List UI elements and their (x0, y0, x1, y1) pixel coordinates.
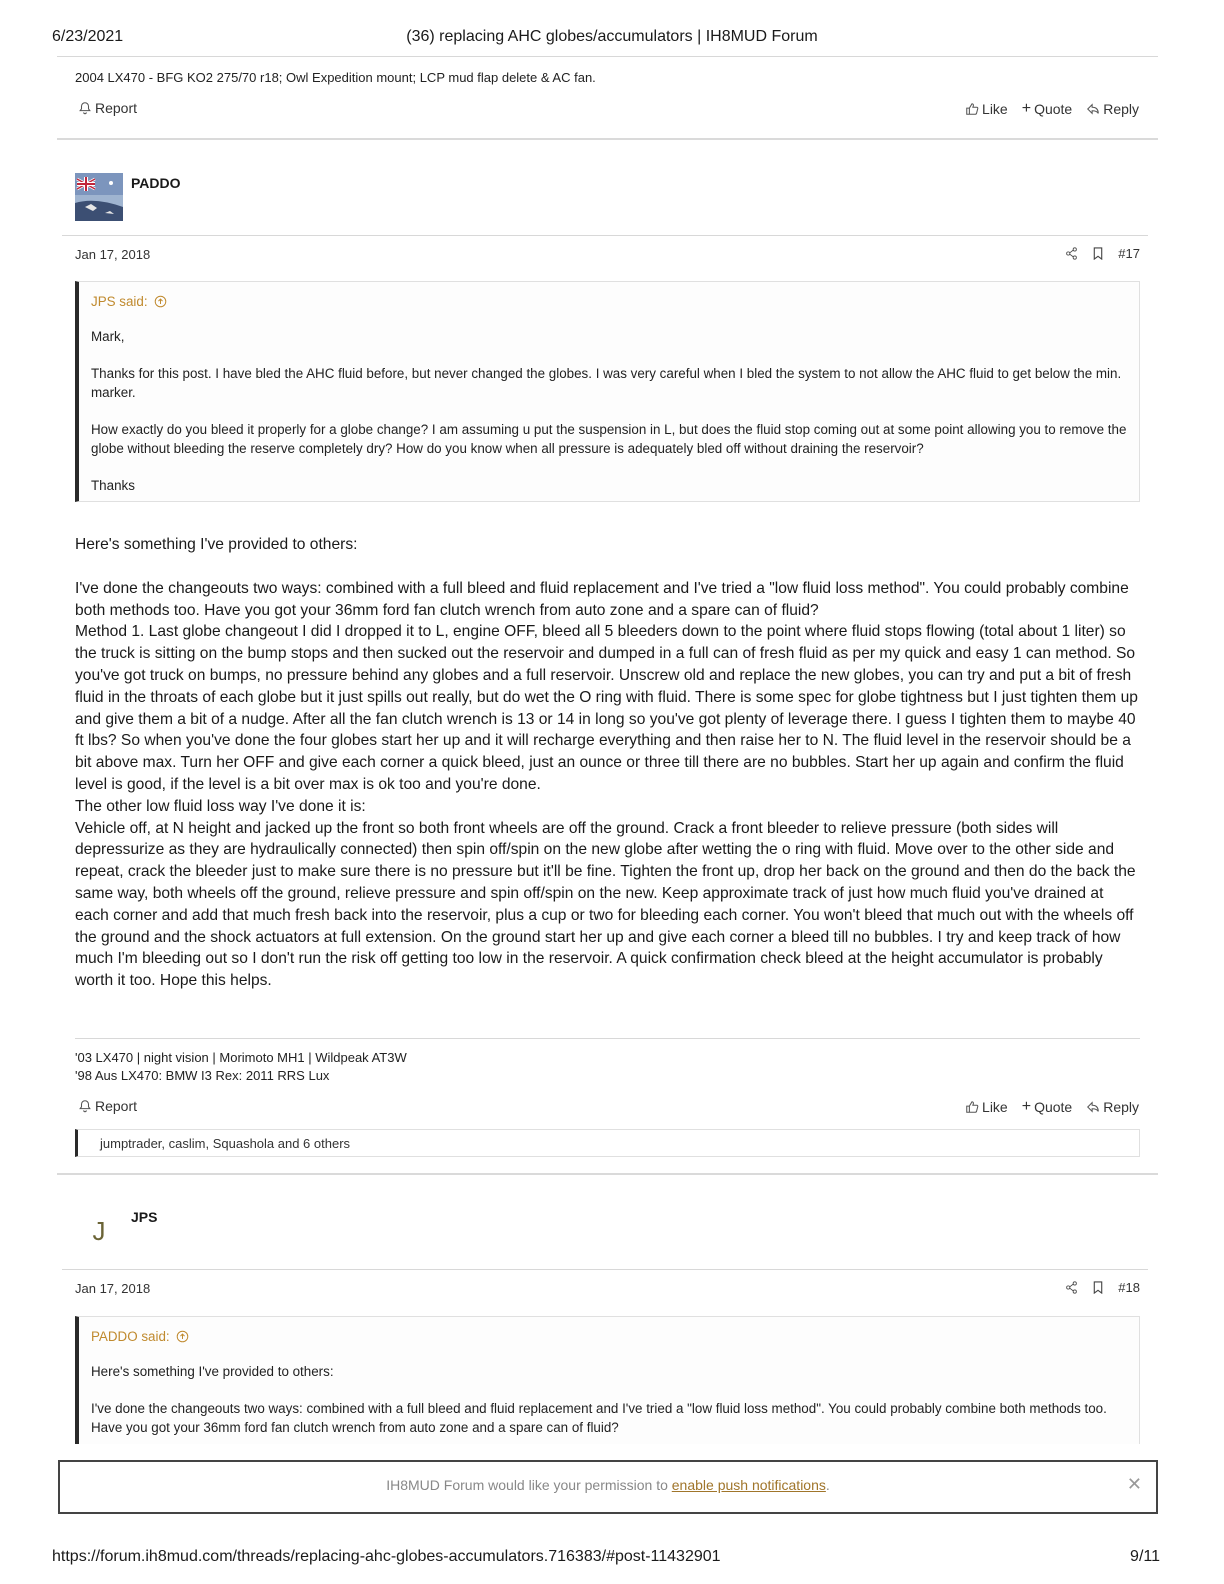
reply-button[interactable] (1086, 100, 1139, 118)
bookmark-icon[interactable] (1092, 1281, 1104, 1294)
report-label: Report (95, 1098, 138, 1114)
quote-button[interactable] (1022, 100, 1072, 118)
post-author[interactable]: JPS (131, 1209, 158, 1225)
print-date: 6/23/2021 (52, 28, 124, 45)
like-button[interactable] (965, 100, 1008, 118)
post-date[interactable]: Jan 17, 2018 (75, 1281, 151, 1296)
avatar[interactable] (75, 1207, 123, 1255)
avatar[interactable] (75, 173, 123, 221)
post-divider (57, 1173, 1158, 1175)
post-body (75, 534, 1140, 992)
quote-paragraph: Thanks (91, 478, 135, 493)
quote-block (75, 1316, 1140, 1444)
quote-paragraph: Mark, (91, 329, 125, 344)
quote-paragraph: Thanks for this post. I have bled the AHC fluid before, but never changed the globes. I was very careful when I bled the system to not allow the AHC fluid to get below the min. marker. (91, 366, 1122, 400)
signature-line: '98 Aus LX470: BMW I3 Rex: 2011 RRS Lux (75, 1068, 330, 1083)
body-paragraph: Here's something I've provided to others: (75, 536, 358, 553)
bell-icon (78, 1099, 92, 1113)
divider (57, 56, 1158, 57)
post-number[interactable]: #18 (1118, 1280, 1140, 1295)
body-paragraph: The other low fluid loss way I've done it is: (75, 797, 366, 815)
post-number[interactable]: #17 (1118, 246, 1140, 261)
plus-icon: + (1021, 100, 1032, 117)
likes-names: jumptrader, caslim, Squashola and 6 others (100, 1136, 351, 1151)
report-label: Report (95, 100, 138, 116)
bookmark-icon[interactable] (1092, 247, 1104, 260)
post-author[interactable]: PADDO (131, 175, 181, 191)
print-page-number: 9/11 (1130, 1548, 1160, 1565)
likes-list[interactable] (75, 1129, 1140, 1157)
reply-label: Reply (1103, 101, 1139, 117)
arrow-up-circle-icon (154, 295, 167, 308)
thumbs-up-icon (965, 1100, 979, 1114)
bell-icon (78, 101, 92, 115)
reply-icon (1086, 1100, 1100, 1114)
signature-line: '03 LX470 | night vision | Morimoto MH1 | Wildpeak AT3W (75, 1050, 407, 1065)
reply-icon (1086, 102, 1100, 116)
notification-suffix: . (825, 1477, 830, 1493)
signature: 2004 LX470 - BFG KO2 275/70 r18; Owl Expedition mount; LCP mud flap delete & AC fan. (75, 70, 596, 85)
quote-header[interactable] (91, 292, 1139, 311)
quote-block (75, 281, 1140, 502)
quote-author: JPS said: (91, 294, 148, 309)
post-meta (1065, 1280, 1140, 1295)
avatar-image (75, 173, 123, 221)
post-date[interactable]: Jan 17, 2018 (75, 247, 151, 262)
push-notification-banner (58, 1460, 1158, 1514)
quote-label: Quote (1034, 1099, 1073, 1115)
plus-icon: + (1021, 1098, 1032, 1115)
post-meta (1065, 246, 1140, 261)
share-icon[interactable] (1065, 1281, 1078, 1294)
quote-label: Quote (1034, 101, 1073, 117)
thumbs-up-icon (965, 102, 979, 116)
avatar-letter: J (92, 1215, 106, 1246)
body-paragraph: I've done the changeouts two ways: combined with a full bleed and fluid replacement and I've tried a "low fluid loss method". You could probably combine both methods too. Have you got your 36mm ford fan clutch wrench from auto zone and a spare can of fluid? (75, 579, 1129, 619)
print-title: (36) replacing AHC globes/accumulators | IH8MUD Forum (406, 28, 818, 45)
quote-author: PADDO said: (91, 1329, 170, 1344)
print-url: https://forum.ih8mud.com/threads/replacing-ahc-globes-accumulators.716383/#post-11432901 (52, 1548, 721, 1565)
post-header-divider (62, 235, 1148, 236)
report-button[interactable] (78, 100, 137, 118)
body-paragraph: Vehicle off, at N height and jacked up the front so both front wheels are off the ground. Crack a front bleeder to relieve pressure (both sides will depressurize as they are hydraulically connected) then spin off/spin on the new globe after wetting the o ring with fluid. Move over to the other side and repeat, crack the bleeder just to make sure there is no pressure but it'll be fine. Tighten the front up, drop her back on the ground and then do the back the same way, both wheels off the ground, relieve pressure and spin off/spin on the new. Keep approximate track of just how much fluid you've drained at each corner and add that much fresh back into the reservoir, plus a cup or two for bleeding each corner. You won't bleed that much out with the wheels off the ground and the shock actuators at full extension. On the ground start her up and give each corner a bleed till no bubbles. I try and keep track of how much I'm bleeding out so I don't run the risk off getting too low in the reservoir. A quick confirmation check bleed at the height accumulator is probably worth it too. Hope this helps. (75, 819, 1136, 990)
body-paragraph: Method 1. Last globe changeout I did I dropped it to L, engine OFF, bleed all 5 bleeders down to the point where fluid stops flowing (total about 1 liter) so the truck is sitting on the bump stops and then sucked out the reservoir and dumped in a full can of fresh fluid as per my quick and easy 1 can method. So you've got truck on bumps, no pressure behind any globes and a full reservoir. Unscrew old and replace the new globes, you can try and put a bit of fresh fluid in the throats of each globe but it just spills out really, but do wet the O ring with fluid. There is some spec for globe tightness but I just tighten them up and give them a bit of a nudge. After all the fan clutch wrench is 13 or 14 in long so you've got plenty of leverage there. I guess I tighten them to maybe 40 ft lbs? So when you've done the four globes start her up and it will recharge everything and then raise her to N. The fluid level in the reservoir should be a bit above max. Turn her OFF and give each corner a quick bleed, just an ounce or three till there are no bubbles. Start her up again and confirm the fluid level is good, if the level is a bit over max is ok too and you're done. (75, 623, 1138, 793)
like-label: Like (982, 101, 1008, 117)
notification-text: IH8MUD Forum would like your permission to (386, 1477, 668, 1493)
quote-header[interactable] (91, 1327, 1139, 1346)
quote-button[interactable] (1022, 1098, 1072, 1116)
arrow-up-circle-icon (176, 1330, 189, 1343)
close-icon[interactable]: ✕ (1126, 1474, 1142, 1494)
post-divider (57, 138, 1158, 140)
reply-button[interactable] (1086, 1098, 1139, 1116)
reply-label: Reply (1103, 1099, 1139, 1115)
quote-paragraph: I've done the changeouts two ways: combined with a full bleed and fluid replacement and I've tried a "low fluid loss method". You could probably combine both methods too. Have you got your 36mm ford fan clutch wrench from auto zone and a spare can of fluid? (91, 1401, 1107, 1435)
post-actions (951, 1098, 1139, 1116)
signature-divider (75, 1038, 1140, 1039)
enable-notifications-link[interactable]: enable push notifications (671, 1477, 826, 1493)
post-actions (951, 100, 1139, 118)
quote-paragraph: Here's something I've provided to others: (91, 1364, 334, 1379)
quote-paragraph: How exactly do you bleed it properly for a globe change? I am assuming u put the suspension in L, but does the fluid stop coming out at some point allowing you to remove the globe without bleeding the reserve completely dry? How do you know when all pressure is adequately bled off without draining the reservoir? (91, 422, 1127, 456)
like-label: Like (982, 1099, 1008, 1115)
report-button[interactable] (78, 1098, 137, 1116)
share-icon[interactable] (1065, 247, 1078, 260)
post-header-divider (62, 1269, 1148, 1270)
like-button[interactable] (965, 1098, 1008, 1116)
